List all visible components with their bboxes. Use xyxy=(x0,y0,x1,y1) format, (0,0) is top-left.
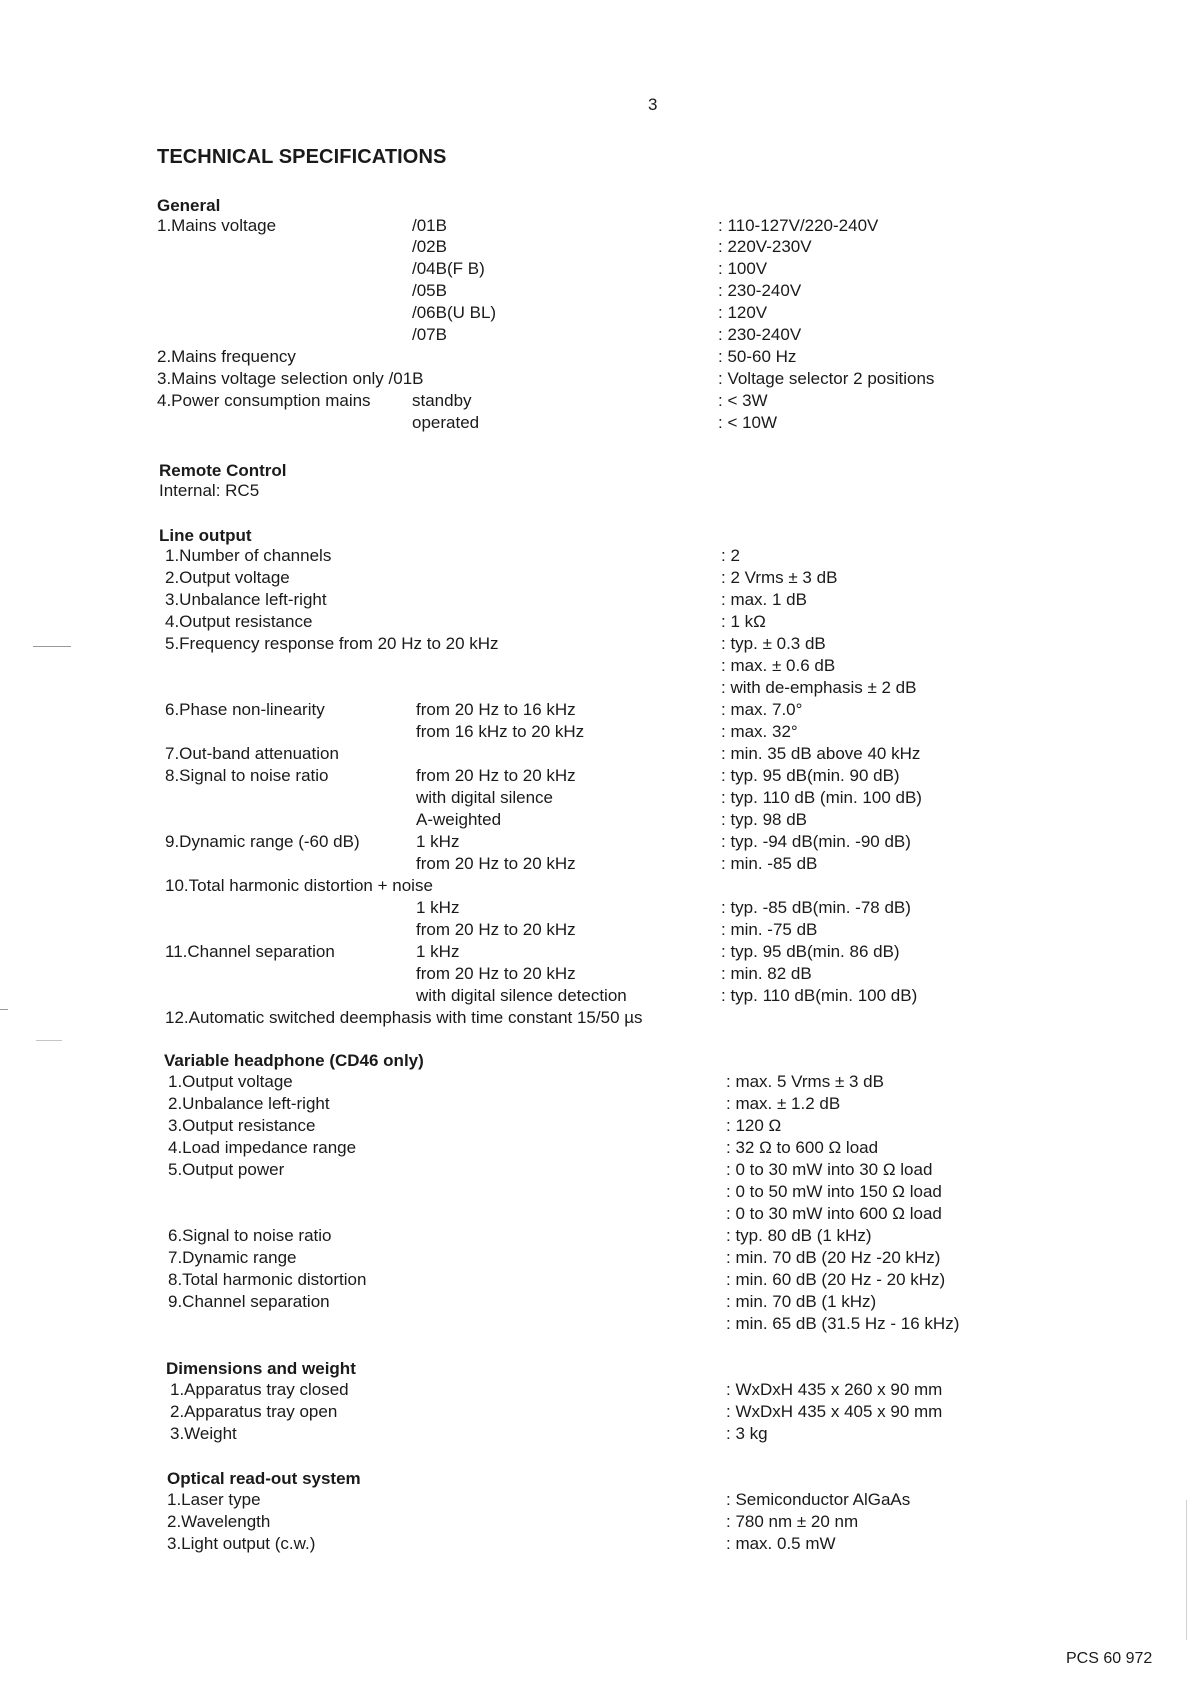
page-number: 3 xyxy=(648,95,658,114)
margin-mark xyxy=(33,646,71,647)
spec-label: 1.Number of channels xyxy=(165,546,332,565)
spec-condition: 1 kHz xyxy=(416,898,460,917)
spec-value: : min. -75 dB xyxy=(721,920,818,939)
spec-value: : max. 1 dB xyxy=(721,590,807,609)
section-heading: Variable headphone (CD46 only) xyxy=(164,1051,424,1070)
spec-label: 12.Automatic switched deemphasis with time constant 15/50 µs xyxy=(165,1008,643,1027)
spec-value: : max. 7.0° xyxy=(721,700,803,719)
spec-value: : min. -85 dB xyxy=(721,854,818,873)
spec-value: : 230-240V xyxy=(718,281,802,300)
section-heading: Optical read-out system xyxy=(167,1469,361,1488)
spec-value: : 2 xyxy=(721,546,740,565)
margin-mark xyxy=(1186,1500,1187,1640)
spec-condition: /07B xyxy=(412,325,447,344)
spec-value: : typ. 95 dB(min. 86 dB) xyxy=(721,942,900,961)
spec-value: : typ. 110 dB(min. 100 dB) xyxy=(721,986,918,1005)
spec-value: : 120 Ω xyxy=(726,1116,782,1135)
spec-label: 2.Apparatus tray open xyxy=(170,1402,338,1421)
section-heading: Dimensions and weight xyxy=(166,1359,356,1378)
spec-label: 5.Output power xyxy=(168,1160,285,1179)
spec-label: 3.Mains voltage selection only /01B xyxy=(157,369,424,388)
spec-label: 3.Light output (c.w.) xyxy=(167,1534,316,1553)
spec-condition: from 20 Hz to 20 kHz xyxy=(416,920,576,939)
spec-value: : 100V xyxy=(718,259,768,278)
spec-label: 11.Channel separation xyxy=(165,942,335,961)
spec-value: : 2 Vrms ± 3 dB xyxy=(721,568,838,587)
spec-value: : WxDxH 435 x 405 x 90 mm xyxy=(726,1402,943,1421)
spec-value: : typ. ± 0.3 dB xyxy=(721,634,826,653)
margin-mark xyxy=(0,1009,8,1010)
section-heading: Line output xyxy=(159,526,252,545)
spec-label: 2.Output voltage xyxy=(165,568,290,587)
spec-label: 5.Frequency response from 20 Hz to 20 kHz xyxy=(165,634,499,653)
spec-condition: /01B xyxy=(412,216,447,235)
spec-condition: from 20 Hz to 20 kHz xyxy=(416,766,576,785)
spec-value: : typ. 110 dB (min. 100 dB) xyxy=(721,788,922,807)
spec-condition: operated xyxy=(412,413,480,432)
spec-value: : 110-127V/220-240V xyxy=(718,216,879,235)
spec-value: : 3 kg xyxy=(726,1424,768,1443)
spec-value: : 50-60 Hz xyxy=(718,347,797,366)
spec-condition: with digital silence detection xyxy=(416,986,627,1005)
spec-condition: from 20 Hz to 20 kHz xyxy=(416,854,576,873)
spec-value: : 0 to 30 mW into 600 Ω load xyxy=(726,1204,942,1223)
spec-value: : min. 70 dB (1 kHz) xyxy=(726,1292,877,1311)
spec-value: : 0 to 30 mW into 30 Ω load xyxy=(726,1160,933,1179)
margin-mark xyxy=(36,1040,62,1041)
spec-label: 3.Output resistance xyxy=(168,1116,316,1135)
spec-label: 4.Output resistance xyxy=(165,612,313,631)
spec-condition: /05B xyxy=(412,281,447,300)
spec-value: : Semiconductor AlGaAs xyxy=(726,1490,911,1509)
spec-value: : 0 to 50 mW into 150 Ω load xyxy=(726,1182,942,1201)
spec-condition: from 20 Hz to 16 kHz xyxy=(416,700,576,719)
spec-value: : 780 nm ± 20 nm xyxy=(726,1512,859,1531)
spec-value: : 230-240V xyxy=(718,325,802,344)
spec-value: : min. 70 dB (20 Hz -20 kHz) xyxy=(726,1248,941,1267)
spec-condition: from 16 kHz to 20 kHz xyxy=(416,722,585,741)
spec-condition: 1 kHz xyxy=(416,832,460,851)
spec-label: 4.Power consumption mains xyxy=(157,391,371,410)
spec-label: 7.Dynamic range xyxy=(168,1248,297,1267)
spec-value: : WxDxH 435 x 260 x 90 mm xyxy=(726,1380,943,1399)
spec-label: 4.Load impedance range xyxy=(168,1138,357,1157)
spec-value: : 1 kΩ xyxy=(721,612,766,631)
spec-value: : min. 82 dB xyxy=(721,964,812,983)
spec-value: : min. 35 dB above 40 kHz xyxy=(721,744,921,763)
spec-value: : typ. 98 dB xyxy=(721,810,807,829)
spec-label: 1.Mains voltage xyxy=(157,216,277,235)
document-title: TECHNICAL SPECIFICATIONS xyxy=(157,146,447,168)
spec-label: 1.Laser type xyxy=(167,1490,261,1509)
spec-label: 6.Phase non-linearity xyxy=(165,700,325,719)
spec-label: 2.Wavelength xyxy=(167,1512,271,1531)
spec-label: 2.Mains frequency xyxy=(157,347,296,366)
spec-value: : typ. 95 dB(min. 90 dB) xyxy=(721,766,900,785)
spec-condition: 1 kHz xyxy=(416,942,460,961)
footer-code: PCS 60 972 xyxy=(1066,1650,1153,1667)
spec-condition: standby xyxy=(412,391,472,410)
spec-condition: from 20 Hz to 20 kHz xyxy=(416,964,576,983)
spec-label: Internal: RC5 xyxy=(159,481,260,500)
spec-label: 1.Output voltage xyxy=(168,1072,293,1091)
spec-value: : < 3W xyxy=(718,391,768,410)
spec-condition: A-weighted xyxy=(416,810,502,829)
spec-label: 2.Unbalance left-right xyxy=(168,1094,330,1113)
section-heading: Remote Control xyxy=(159,461,287,480)
section-heading: General xyxy=(157,196,221,215)
spec-label: 3.Unbalance left-right xyxy=(165,590,327,609)
spec-label: 10.Total harmonic distortion + noise xyxy=(165,876,433,895)
spec-value: : max. 5 Vrms ± 3 dB xyxy=(726,1072,884,1091)
spec-value: : min. 65 dB (31.5 Hz - 16 kHz) xyxy=(726,1314,960,1333)
spec-value: : typ. 80 dB (1 kHz) xyxy=(726,1226,872,1245)
spec-value: : max. 0.5 mW xyxy=(726,1534,836,1553)
spec-label: 1.Apparatus tray closed xyxy=(170,1380,349,1399)
spec-value: : min. 60 dB (20 Hz - 20 kHz) xyxy=(726,1270,946,1289)
spec-value: : < 10W xyxy=(718,413,778,432)
spec-label: 6.Signal to noise ratio xyxy=(168,1226,332,1245)
spec-label: 7.Out-band attenuation xyxy=(165,744,339,763)
spec-value: : typ. -94 dB(min. -90 dB) xyxy=(721,832,911,851)
spec-label: 3.Weight xyxy=(170,1424,237,1443)
spec-value: : Voltage selector 2 positions xyxy=(718,369,935,388)
spec-label: 9.Channel separation xyxy=(168,1292,330,1311)
spec-value: : max. 32° xyxy=(721,722,798,741)
spec-label: 8.Total harmonic distortion xyxy=(168,1270,367,1289)
spec-label: 9.Dynamic range (-60 dB) xyxy=(165,832,360,851)
spec-value: : max. ± 0.6 dB xyxy=(721,656,836,675)
spec-condition: /02B xyxy=(412,237,447,256)
spec-value: : 220V-230V xyxy=(718,237,812,256)
spec-value: : 32 Ω to 600 Ω load xyxy=(726,1138,879,1157)
spec-label: 8.Signal to noise ratio xyxy=(165,766,329,785)
spec-condition: /04B(F B) xyxy=(412,259,485,278)
spec-value: : typ. -85 dB(min. -78 dB) xyxy=(721,898,911,917)
spec-value: : with de-emphasis ± 2 dB xyxy=(721,678,917,697)
spec-condition: with digital silence xyxy=(416,788,554,807)
spec-condition: /06B(U BL) xyxy=(412,303,497,322)
spec-value: : max. ± 1.2 dB xyxy=(726,1094,841,1113)
spec-value: : 120V xyxy=(718,303,768,322)
